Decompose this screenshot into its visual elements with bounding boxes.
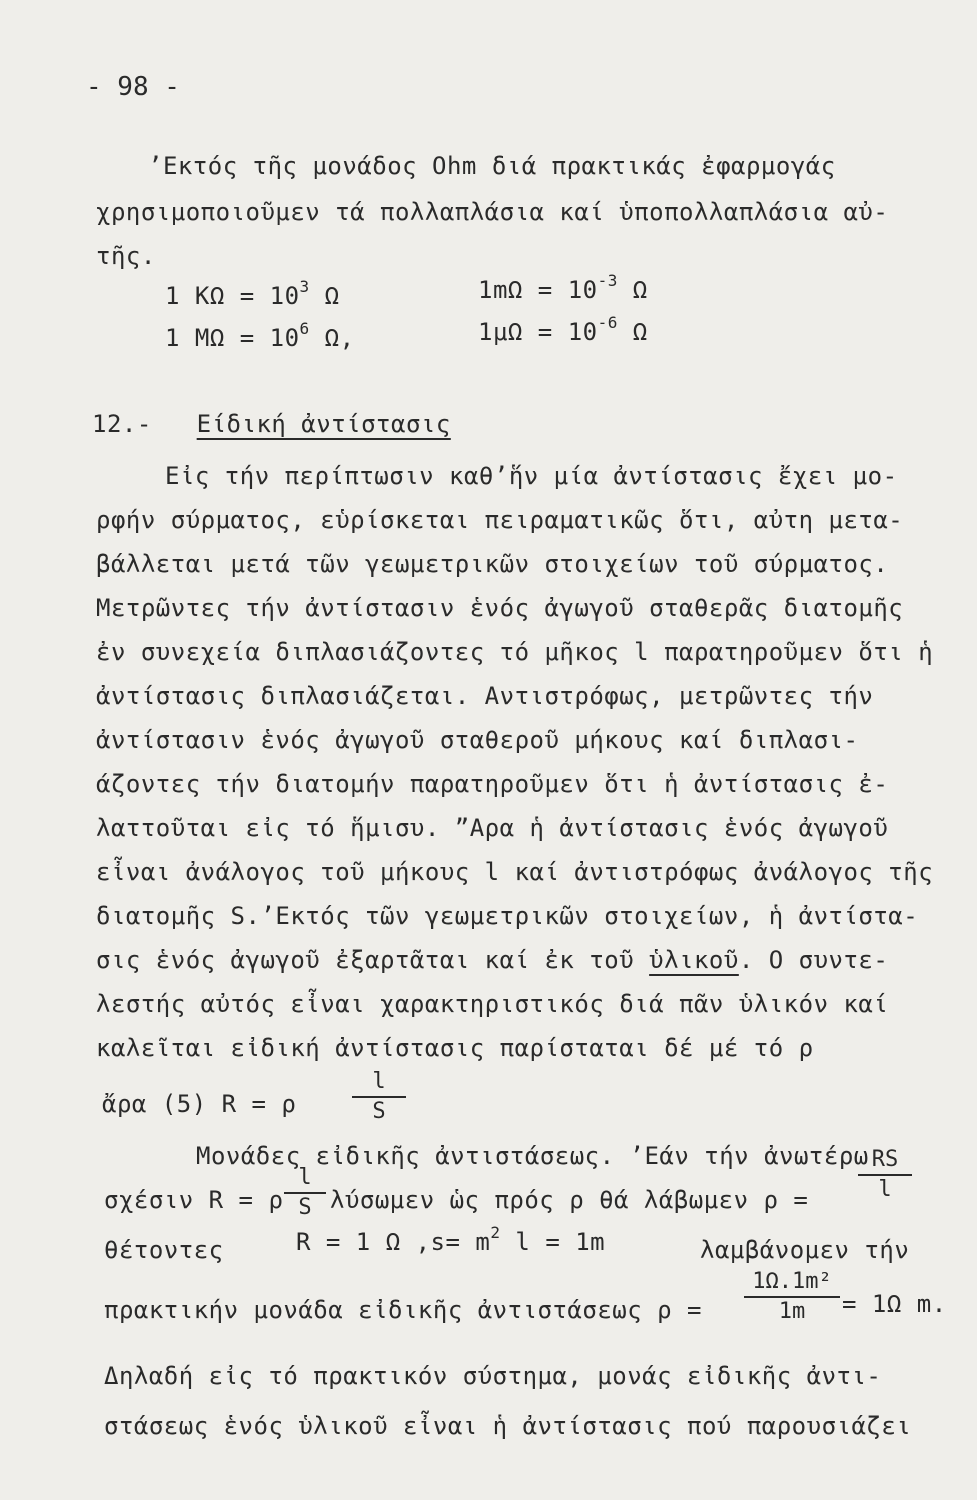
units-line-2b: λύσωμεν ὡς πρός ρ θά λάβωμεν ρ =: [330, 1186, 809, 1214]
units-line-3d: λαμβάνομεν τήν: [700, 1236, 910, 1264]
intro-line-2: χρησιμοποιοῦμεν τά πολλαπλάσια καί ὑποπολλαπλάσια αὐ-: [96, 198, 889, 226]
units-line-4b: = 1Ω m.: [842, 1290, 947, 1318]
body-line-4: Μετρῶντες τήν ἀντίστασιν ἑνός ἀγωγοῦ σταθερᾶς διατομῆς: [96, 594, 904, 622]
unit-eq-kilo: 1 $K\Omega = 10^3$ Ω: [165, 277, 340, 310]
body-line-9: λαττοῦται εἰς τό ἥμισυ. ”Αρα ἡ ἀντίστασις ἑνός ἀγωγοῦ: [96, 814, 889, 842]
page-number: - 98 -: [86, 72, 180, 102]
units-line-4a: πρακτικήν μονάδα εἰδικῆς ἀντιστάσεως ρ =: [104, 1296, 702, 1324]
formula-5: ἄρα (5) R = ρ: [102, 1090, 297, 1118]
body-line-14: καλεῖται εἰδική ἀντίστασις παρίσταται δέ μέ τό ρ: [96, 1034, 814, 1062]
section-heading: [92, 410, 451, 438]
body-line-5: ἐν συνεχεία διπλασιάζοντες τό μῆκος l παρατηροῦμεν ὅτι ἡ: [96, 638, 934, 666]
body-line-3: βάλλεται μετά τῶν γεωμετρικῶν στοιχείων τοῦ σύρματος.: [96, 550, 889, 578]
section-title: Είδική ἀντίστασις: [196, 410, 451, 438]
units-line-5: Δηλαδή εἰς τό πρακτικόν σύστημα, μονάς εἰδικῆς ἀντι-: [104, 1362, 882, 1390]
body-line-13: λεστής αὐτός εἶναι χαρακτηριστικός διά πᾶν ὑλικόν καί: [96, 990, 889, 1018]
rho-fraction: RS l: [858, 1146, 912, 1204]
body-line-10: εἶναι ἀνάλογος τοῦ μήκους l καί ἀντιστρόφως ἀνάλογος τῆς: [96, 858, 934, 886]
units-line-1: Μονάδες εἰδικῆς ἀντιστάσεως. ’Εάν τήν ἀνωτέρω: [196, 1142, 869, 1170]
units-line-2a: σχέσιν R = ρ: [104, 1186, 284, 1214]
unit-eq-micro: $1\mu\Omega = 10^{-6}$ Ω: [478, 313, 648, 346]
units-line-6: στάσεως ἑνός ὑλικοῦ εἶναι ἡ ἀντίστασις πού παρουσιάζει: [104, 1412, 912, 1440]
intro-line-3: τῆς.: [96, 242, 156, 270]
unit-eq-milli: $1m\Omega = 10^{-3}$ Ω: [478, 271, 648, 304]
section-number: 12.-: [92, 410, 152, 438]
body-line-2: ρφήν σύρματος, εὑρίσκεται πειραματικῶς ὅτι, αὐτη μετα-: [96, 506, 904, 534]
units-line-3a: θέτοντες: [104, 1236, 224, 1264]
intro-line-1: ’Εκτός τῆς μονάδος Ohm διά πρακτικάς ἐφαρμογάς: [148, 152, 836, 180]
body-line-11: διατομῆς S.’Εκτός τῶν γεωμετρικῶν στοιχείων, ἡ ἀντίστα-: [96, 902, 919, 930]
underlined-word: ὑλικοῦ: [649, 946, 739, 974]
units-line-3b: R = 1 Ω $,s= m^2$ l = 1m: [296, 1223, 606, 1256]
formula-5-fraction: l S: [352, 1068, 406, 1126]
body-line-7: ἀντίστασιν ἑνός ἀγωγοῦ σταθεροῦ μήκους καί διπλασι-: [96, 726, 859, 754]
practical-unit-fraction: 1Ω.1m² 1m: [744, 1268, 840, 1326]
body-line-6: ἀντίστασις διπλασιάζεται. Αντιστρόφως, μετρῶντες τήν: [96, 682, 874, 710]
body-line-8: άζοντες τήν διατομήν παρατηροῦμεν ὅτι ἡ ἀντίστασις ἐ-: [96, 770, 889, 798]
units-fraction-l-s: l S: [284, 1164, 326, 1222]
unit-eq-mega: 1 $M\Omega = 10^6$ Ω,: [165, 319, 355, 352]
body-line-12: σις ἑνός ἀγωγοῦ ἐξαρτᾶται καί ἐκ τοῦ ὑλικοῦ. Ο συντε-: [96, 946, 889, 974]
body-line-1: Εἰς τήν περίπτωσιν καθ’ἥν μία ἀντίστασις ἔχει μο-: [165, 462, 898, 490]
